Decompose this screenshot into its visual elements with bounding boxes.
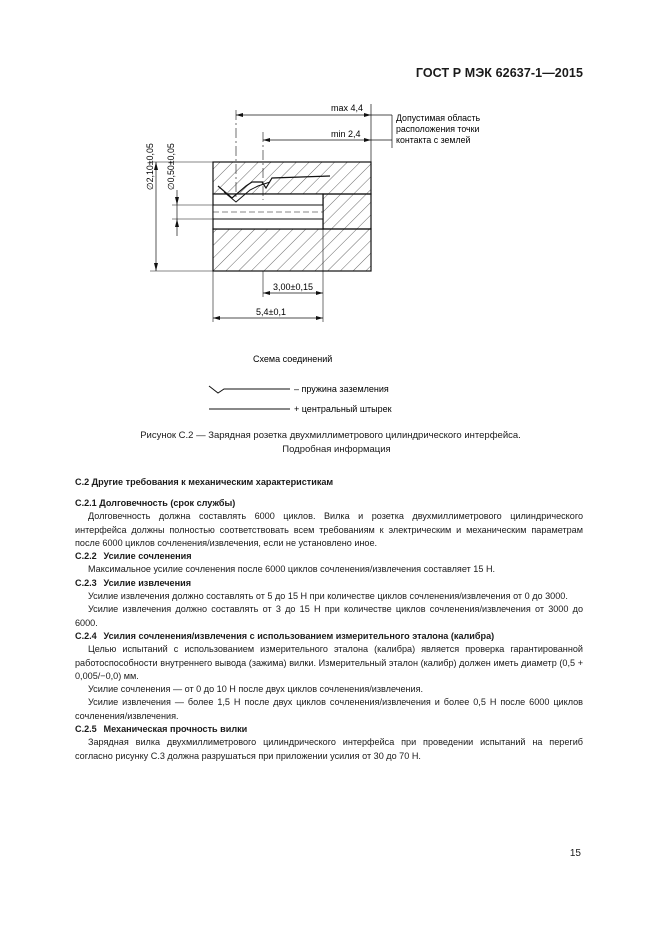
figure-caption-line2: Подробная информация [282,444,391,455]
svg-text:расположения точки: расположения точки [396,124,480,134]
page-number: 15 [569,848,581,859]
legend-title: Схема соединений [253,354,333,364]
paragraph-c23-1: Усилие извлечения должно составлять от 5 до 15 Н при количестве циклов сочленения/извлечения от 0 до 3000. [88,591,568,602]
paragraph-c22: Максимальное усилие сочленения после 6000 циклов сочленения/извлечения составляет 15 Н. [88,564,496,575]
legend-ground-symbol [209,386,290,393]
section-body [75,497,583,763]
section-number-c25: С.2.5 [75,724,97,735]
section-title-c25: Механическая прочность вилки [103,724,248,735]
paragraph-c24-1: Целью испытаний с использованием измерительного эталона (калибра) является проверка гарантированной работоспособности внутреннего вывода (зажима) вилки. Измерительный эталон (калибр) должен иметь диаметр (0,5 + 0,005/−0,0) мм. [75,644,583,681]
legend-ground-label: – пружина заземления [294,384,389,394]
dim-diameter-pin: ∅0,50±0,05 [166,143,176,190]
socket-body [213,162,371,271]
dim-length-total: 5,4±0,1 [256,307,286,317]
paragraph-c25: Зарядная вилка двухмиллиметрового цилиндрического интерфейса при проведении испытаний на перегиб согласно рисунку С.3 должна разрушаться при приложении усилия от 30 до 70 Н. [75,737,583,761]
section-number-c22: С.2.2 [75,551,97,562]
section-title-c21: С.2.1 Долговечность (срок службы) [75,498,236,508]
paragraph-c23-2: Усилие извлечения должно составлять от 3 до 15 Н при количестве циклов сочленения/извлечения от 3000 до 6000. [75,604,583,628]
svg-text:контакта с землей: контакта с землей [396,135,471,145]
section-number-c24: С.2.4 [75,630,97,641]
paragraph-c24-3: Усилие извлечения — более 1,5 Н после двух циклов сочленения/извлечения и более 0,5 Н после 6000 циклов сочленения/извлечения. [75,697,583,721]
svg-text:Допустимая область: Допустимая область [396,113,481,123]
dim-length-pin: 3,00±0,15 [273,282,313,292]
figure-caption-line1: Рисунок С.2 — Зарядная розетка двухмиллиметрового цилиндрического интерфейса. [140,430,521,441]
paragraph-c21: Долговечность должна составлять 6000 циклов. Вилка и розетка двухмиллиметрового цилиндрического интерфейса должны полностью соответствовать всем требованиям к электрическим и механическим параметрам после 6000 циклов сочленения/извлечения, если не установлено иное. [75,511,583,548]
document-header: ГОСТ Р МЭК 62637-1—2015 [415,66,583,80]
section-title-c23: Усилие извлечения [103,577,192,588]
paragraph-c24-2: Усилие сочленения — от 0 до 10 Н после двух циклов сочленения/извлечения. [88,684,424,695]
dim-max: max 4,4 [331,103,364,113]
section-title-c22: Усилие сочленения [103,551,192,562]
section-c2 [75,476,583,489]
contact-area-label [396,113,480,145]
dim-diameter-outer: ∅2,10±0,05 [145,143,155,190]
section-number-c23: С.2.3 [75,577,97,588]
section-title-c24: Усилия сочленения/извлечения с использованием измерительного эталона (калибра) [103,630,495,641]
legend-center-label: + центральный штырек [294,404,392,414]
dim-min: min 2,4 [331,129,361,139]
section-title-c2: С.2 Другие требования к механическим характеристикам [75,477,334,487]
figure-caption [0,429,661,457]
